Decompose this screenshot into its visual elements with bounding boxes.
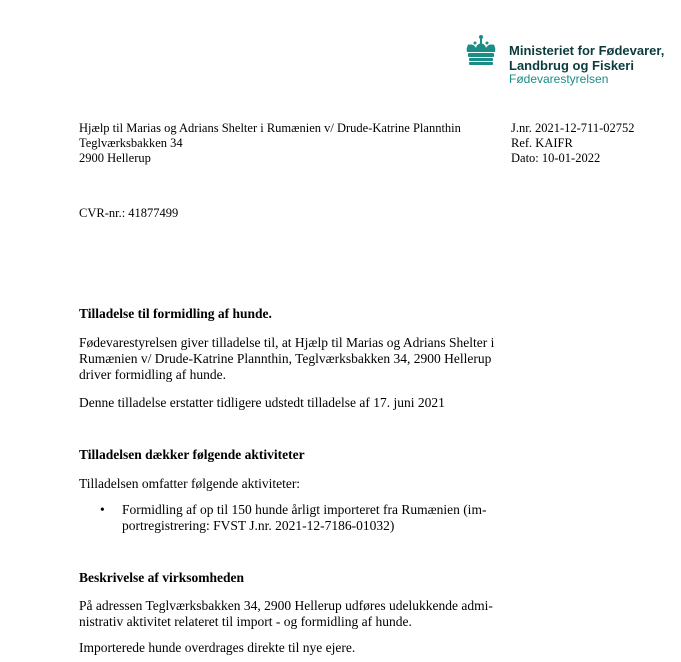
ministry-logo — [461, 34, 665, 86]
permission-text-line2: Rumænien v/ Drude-Katrine Plannthin, Teglværksbakken 34, 2900 Hellerup — [79, 351, 492, 366]
heading-permission: Tilladelse til formidling af hunde. — [79, 306, 272, 321]
permission-text-line3: driver formidling af hunde. — [79, 367, 226, 382]
heading-activities: Tilladelsen dækker følgende aktiviteter — [79, 447, 305, 462]
activities-intro: Tilladelsen omfatter følgende aktiviteter: — [79, 476, 301, 491]
journal-number: J.nr. 2021-12-711-02752 — [511, 121, 635, 135]
recipient-street: Teglværksbakken 34 — [79, 136, 183, 150]
recipient-city: 2900 Hellerup — [79, 151, 151, 165]
ministry-name — [509, 43, 664, 73]
replacement-note: Denne tilladelse erstatter tidligere udstedt tilladelse af 17. juni 2021 — [79, 395, 445, 410]
cvr-number: CVR-nr.: 41877499 — [79, 206, 179, 220]
business-text-line1: På adressen Teglværksbakken 34, 2900 Hellerup udføres udelukkende admi- — [79, 598, 493, 613]
ministry-name-line1: Ministeriet for Fødevarer, — [509, 43, 665, 58]
business-text-line2: nistrativ aktivitet relateret til import - og formidling af hunde. — [79, 614, 412, 629]
permission-text-line1: Fødevarestyrelsen giver tilladelse til, at Hjælp til Marias og Adrians Shelter i — [79, 335, 495, 350]
ministry-name-line2: Landbrug og Fiskeri — [509, 58, 634, 73]
activity-item-line1: Formidling af op til 150 hunde årligt importeret fra Rumænien (im- — [122, 502, 487, 517]
document-date: Dato: 10-01-2022 — [511, 151, 601, 165]
recipient-name: Hjælp til Marias og Adrians Shelter i Rumænien v/ Drude-Katrine Plannthin — [79, 121, 461, 135]
agency-name: Fødevarestyrelsen — [509, 72, 609, 86]
bullet-icon: • — [100, 502, 105, 517]
handover-note: Importerede hunde overdrages direkte til nye ejere. — [79, 640, 356, 655]
crown-logo-icon — [461, 34, 501, 70]
heading-business-description: Beskrivelse af virksomheden — [79, 570, 244, 585]
reference-id: Ref. KAIFR — [511, 136, 573, 150]
activity-item-line2: portregistrering: FVST J.nr. 2021-12-7186-01032) — [122, 518, 395, 533]
